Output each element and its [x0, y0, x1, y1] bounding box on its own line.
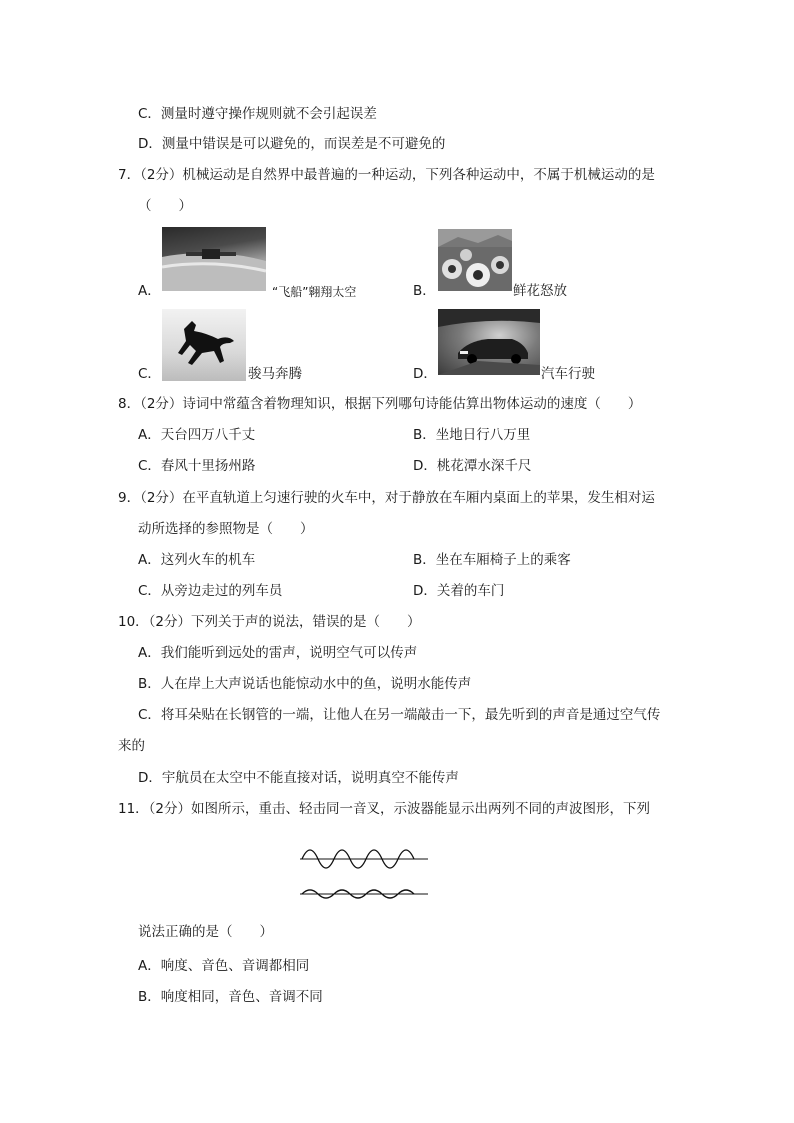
q7-option-b-caption: 鲜花怒放 — [513, 283, 567, 299]
q8-option-d: D．桃花潭水深千尺 — [413, 458, 532, 474]
car-photo — [438, 309, 540, 375]
q10-option-b: B．人在岸上大声说话也能惊动水中的鱼，说明水能传声 — [138, 676, 472, 692]
q11-stem: 11．（2分）如图所示，重击、轻击同一音叉，示波器能显示出两列不同的声波图形，下列 — [118, 801, 651, 817]
q8-option-c: C．春风十里扬州路 — [138, 458, 256, 474]
spaceship-photo — [162, 227, 266, 291]
q7-option-a-letter: A． — [138, 283, 161, 299]
q10-option-c-line1: C．将耳朵贴在长钢管的一端，让他人在另一端敲击一下，最先听到的声音是通过空气传 — [138, 707, 661, 723]
q9-stem-line1: 9．（2分）在平直轨道上匀速行驶的火车中，对于静放在车厢内桌面上的苹果，发生相对运 — [118, 490, 655, 506]
q9-option-a: A．这列火车的机车 — [138, 552, 256, 568]
flowers-photo — [438, 229, 512, 291]
sound-wave-figure — [296, 840, 432, 910]
q8-option-a: A．天台四万八千丈 — [138, 427, 256, 443]
q8-stem: 8．（2分）诗词中常蕴含着物理知识，根据下列哪句诗能估算出物体运动的速度（ ） — [118, 396, 642, 412]
q7-paren: （ ） — [138, 198, 192, 214]
q10-option-d: D．宇航员在太空中不能直接对话，说明真空不能传声 — [138, 770, 459, 786]
q10-stem: 10．（2分）下列关于声的说法，错误的是（ ） — [118, 614, 421, 630]
horse-photo — [162, 309, 246, 381]
q11-option-a: A．响度、音色、音调都相同 — [138, 958, 310, 974]
q9-option-d: D．关着的车门 — [413, 583, 505, 599]
q7-option-b-letter: B． — [413, 283, 436, 299]
q8-option-b: B．坐地日行八万里 — [413, 427, 531, 443]
q7-option-c-caption: 骏马奔腾 — [248, 366, 302, 382]
q6-option-c: C．测量时遵守操作规则就不会引起误差 — [138, 106, 377, 122]
q6-option-d: D．测量中错误是可以避免的，而误差是不可避免的 — [138, 136, 446, 152]
q9-stem-line2: 动所选择的参照物是（ ） — [138, 521, 314, 537]
q9-option-c: C．从旁边走过的列车员 — [138, 583, 283, 599]
q11-option-b: B．响度相同，音色、音调不同 — [138, 989, 323, 1005]
q10-option-c-line2: 来的 — [118, 738, 145, 754]
q7-option-c-letter: C． — [138, 366, 161, 382]
q7-option-a-caption: “飞船”翱翔太空 — [272, 285, 357, 299]
q7-option-d-caption: 汽车行驶 — [541, 366, 595, 382]
q11-stem-cont: 说法正确的是（ ） — [138, 924, 273, 940]
q7-stem: 7．（2分）机械运动是自然界中最普遍的一种运动，下列各种运动中，不属于机械运动的是 — [118, 167, 655, 183]
q10-option-a: A．我们能听到远处的雷声，说明空气可以传声 — [138, 645, 418, 661]
q9-option-b: B．坐在车厢椅子上的乘客 — [413, 552, 571, 568]
q7-option-d-letter: D． — [413, 366, 437, 382]
